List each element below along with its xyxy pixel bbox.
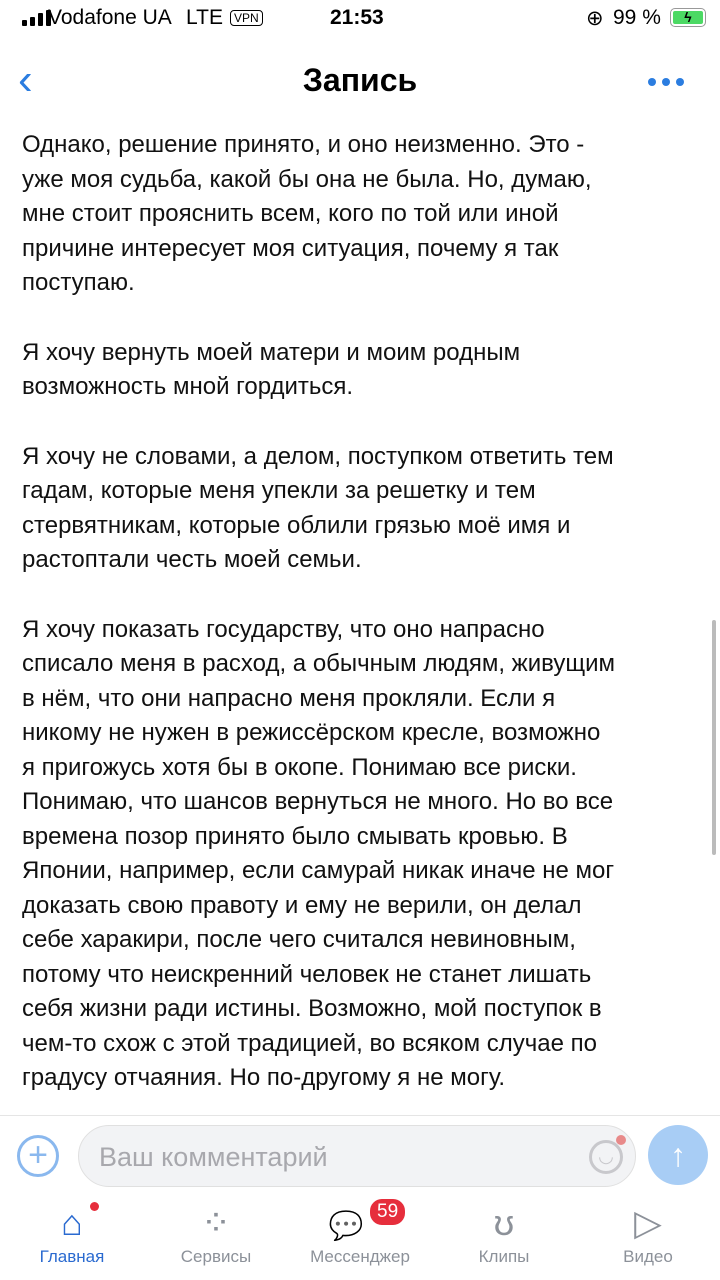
- tab-home[interactable]: [0, 1195, 144, 1280]
- comment-placeholder: Ваш комментарий: [99, 1142, 328, 1172]
- clips-icon: ʊ: [493, 1202, 515, 1243]
- post-line: чем-то схож с этой традицией, во всяком случае по: [22, 1029, 597, 1057]
- tab-label: Сервисы: [180, 1247, 252, 1266]
- home-icon: ⌂: [61, 1202, 83, 1243]
- post-line: Японии, например, если самурай никак иначе не мог: [22, 857, 615, 884]
- post-line: Однако, решение принято, и оно неизменно. Это -: [22, 131, 585, 158]
- back-button[interactable]: ‹: [18, 55, 33, 104]
- post-line: гадам, которые меня упекли за решетку и тем: [22, 477, 536, 504]
- comment-input[interactable]: [78, 1125, 636, 1187]
- paragraph-gap: [22, 578, 702, 613]
- carrier: Vodafone UA: [48, 6, 172, 29]
- post-text: [22, 128, 702, 1096]
- post-line: поступаю.: [22, 269, 135, 296]
- post-line: уже моя судьба, какой бы она не была. Но, думаю,: [22, 165, 592, 193]
- tab-label: Мессенджер: [310, 1247, 410, 1266]
- post-line: Понимаю, что шансов вернуться не много. Но во все: [22, 788, 614, 815]
- tab-video[interactable]: [576, 1195, 720, 1280]
- post-line: Я хочу вернуть моей матери и моим родным: [22, 338, 521, 366]
- signal-icon: [22, 10, 51, 26]
- post-line: Я хочу показать государству, что оно напрасно: [22, 615, 545, 643]
- notification-dot: [90, 1202, 99, 1211]
- network: LTE: [186, 6, 223, 29]
- battery-icon: ϟ: [670, 8, 706, 27]
- post-line: потому что неискренний человек не станет лишать: [22, 960, 592, 988]
- post-line: никому не нужен в режиссёрском кресле, возможно: [22, 719, 601, 746]
- post-line: причине интересует моя ситуация, почему я так: [22, 234, 559, 262]
- post-line: доказать свою правоту и ему не верили, он делал: [22, 891, 582, 919]
- scrollbar[interactable]: [712, 620, 716, 855]
- tab-label: Клипы: [478, 1247, 530, 1266]
- post-line: Я хочу не словами, а делом, поступком ответить тем: [22, 442, 614, 470]
- tab-services[interactable]: [144, 1195, 288, 1280]
- paragraph-gap: [22, 405, 702, 440]
- post-line: времена позор принято было смывать кровью. В: [22, 822, 568, 850]
- post-line: списало меня в расход, а обычным людям, живущим: [22, 650, 615, 677]
- chat-icon: 💬: [328, 1210, 364, 1241]
- post-line: в нём, что они напрасно меня прокляли. Если я: [22, 684, 556, 712]
- attach-button[interactable]: +: [17, 1135, 59, 1177]
- services-icon: ⁘: [200, 1202, 232, 1243]
- vpn-badge: VPN: [230, 10, 263, 26]
- emoji-icon[interactable]: ◡: [589, 1140, 623, 1174]
- post-line: растоптали честь моей семьи.: [22, 546, 362, 573]
- comment-composer: [0, 1115, 720, 1195]
- tab-label: Видео: [623, 1247, 673, 1266]
- post-line: себя жизни ради истины. Возможно, мой поступок в: [22, 995, 602, 1022]
- post-line: мне стоит прояснить всем, кого по той или иной: [22, 200, 559, 227]
- tab-clips[interactable]: [432, 1195, 576, 1280]
- battery-percent: 99 %: [613, 6, 661, 29]
- tab-messenger[interactable]: [288, 1195, 432, 1280]
- post-line: я пригожусь хотя бы в окопе. Понимаю все риски.: [22, 753, 577, 781]
- post-line: стервятникам, которые облили грязью моё имя и: [22, 511, 571, 539]
- post-line: себе харакири, после чего считался невиновным,: [22, 926, 576, 953]
- tab-bar: [0, 1195, 720, 1280]
- tab-label: Главная: [39, 1247, 105, 1266]
- unread-badge: 59: [368, 1197, 407, 1227]
- rotation-lock-icon: ⊕: [586, 7, 604, 30]
- send-button[interactable]: ↑: [648, 1125, 708, 1185]
- clock: 21:53: [330, 6, 384, 29]
- more-icon[interactable]: [648, 78, 684, 86]
- nav-bar: [0, 50, 720, 110]
- page-title: Запись: [302, 62, 418, 98]
- status-bar: [0, 0, 720, 38]
- post-line: возможность мной гордиться.: [22, 373, 354, 400]
- post-line: градусу отчаяния. Но по-другому я не могу.: [22, 1064, 506, 1091]
- paragraph-gap: [22, 301, 702, 336]
- video-icon: ▷: [634, 1202, 662, 1243]
